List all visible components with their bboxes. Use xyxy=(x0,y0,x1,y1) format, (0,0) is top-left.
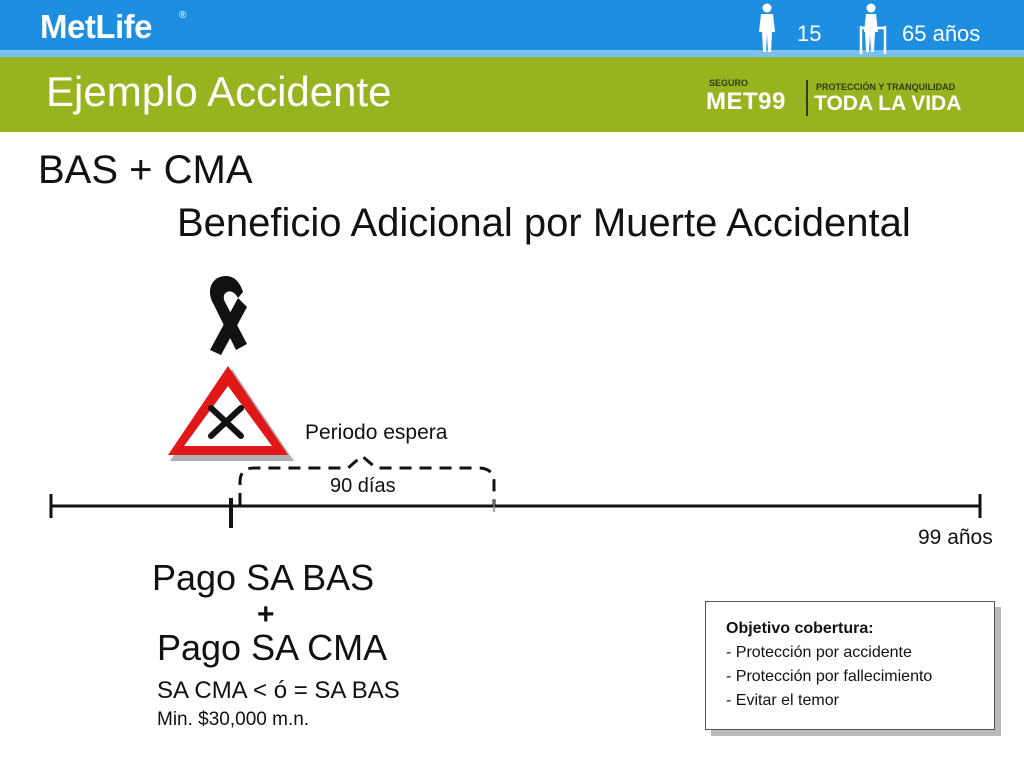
waiting-days-label: 90 días xyxy=(330,475,396,497)
brand-tagline-small: PROTECCIÓN Y TRANQUILIDAD xyxy=(816,82,956,92)
objective-box xyxy=(705,601,995,730)
registered-mark: ® xyxy=(179,10,187,21)
objective-item: - Protección por fallecimiento xyxy=(726,668,933,685)
section-heading: BAS + CMA xyxy=(38,148,253,192)
age-end-label: 65 años xyxy=(902,21,981,46)
brand-small-label: SEGURO xyxy=(709,78,749,88)
age-start-label: 15 xyxy=(797,21,822,46)
elderly-person-walker-icon xyxy=(856,2,890,54)
timeline-diagram xyxy=(0,260,1024,540)
objective-box-title: Objetivo cobertura: xyxy=(726,620,874,637)
waiting-period-label: Periodo espera xyxy=(305,421,448,444)
accident-warning-triangle-icon xyxy=(168,366,294,461)
payout-bas: Pago SA BAS xyxy=(152,557,375,598)
cma-rule: SA CMA < ó = SA BAS xyxy=(157,677,400,704)
slide-title: Ejemplo Accidente xyxy=(46,68,392,115)
objective-item: - Protección por accidente xyxy=(726,644,912,661)
objective-item: - Evitar el temor xyxy=(726,692,839,709)
metlife-logo: MetLife xyxy=(40,8,152,45)
brand-name: MET99 xyxy=(706,88,786,115)
standing-person-icon xyxy=(752,2,782,54)
mourning-ribbon-icon xyxy=(210,276,247,355)
payout-plus: + xyxy=(257,598,275,631)
payout-cma: Pago SA CMA xyxy=(157,627,388,668)
brand-divider xyxy=(806,80,808,116)
brand-tagline: TODA LA VIDA xyxy=(814,92,962,115)
minimum-amount: Min. $30,000 m.n. xyxy=(157,709,310,730)
seguro-met99-logo xyxy=(706,78,996,118)
timeline-end-label: 99 años xyxy=(918,526,993,549)
section-subheading: Beneficio Adicional por Muerte Accidental xyxy=(177,201,911,245)
